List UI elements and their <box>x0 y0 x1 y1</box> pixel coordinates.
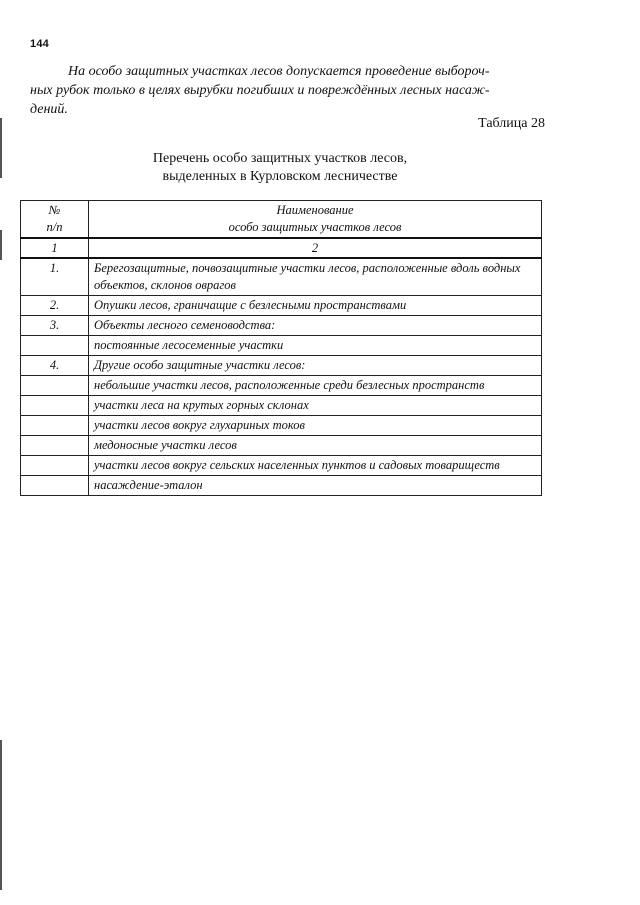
row-number: 1. <box>21 258 89 296</box>
row-name: Берегозащитные, почвозащитные участки лесов, расположенные вдоль водных объектов, склонов оврагов <box>89 258 542 296</box>
header-number-line: № <box>48 203 61 217</box>
scan-edge-mark <box>0 230 2 260</box>
table-row <box>21 436 542 456</box>
row-number <box>21 336 89 356</box>
row-number <box>21 396 89 416</box>
intro-line: ных рубок только в целях вырубки погибших и повреждённых лесных насаж- <box>30 83 490 98</box>
table-row <box>21 396 542 416</box>
caption-line: выделенных в Курловском лесничестве <box>162 169 398 184</box>
scan-edge-mark <box>0 740 2 890</box>
row-name: Объекты лесного семеноводства: <box>89 316 542 336</box>
header-number-line: п/п <box>46 220 63 234</box>
header-name <box>89 201 542 239</box>
header-name-line: особо защитных участков лесов <box>228 220 402 234</box>
row-name: участки леса на крутых горных склонах <box>89 396 542 416</box>
table-row <box>21 258 542 296</box>
row-number: 3. <box>21 316 89 336</box>
table-row <box>21 316 542 336</box>
table-row <box>21 296 542 316</box>
row-name: небольшие участки лесов, расположенные среди безлесных пространств <box>89 376 542 396</box>
page-number: 144 <box>30 38 49 50</box>
table-row <box>21 336 542 356</box>
row-name: медоносные участки лесов <box>89 436 542 456</box>
table-number: Таблица 28 <box>478 116 545 131</box>
table-row <box>21 416 542 436</box>
row-name: участки лесов вокруг сельских населенных пунктов и садовых товариществ <box>89 456 542 476</box>
intro-paragraph <box>30 62 542 119</box>
row-name: Другие особо защитные участки лесов: <box>89 356 542 376</box>
row-name: постоянные лесосеменные участки <box>89 336 542 356</box>
column-index-cell: 1 <box>21 238 89 258</box>
row-name: насаждение-эталон <box>89 476 542 496</box>
row-number: 4. <box>21 356 89 376</box>
row-number <box>21 456 89 476</box>
row-name: участки лесов вокруг глухариных токов <box>89 416 542 436</box>
table-header-row <box>21 201 542 239</box>
row-number: 2. <box>21 296 89 316</box>
protected-areas-table <box>20 200 542 496</box>
table-row <box>21 376 542 396</box>
row-number <box>21 476 89 496</box>
table-caption <box>0 150 560 186</box>
column-index-cell: 2 <box>89 238 542 258</box>
row-name: Опушки лесов, граничащие с безлесными пространствами <box>89 296 542 316</box>
header-name-line: Наименование <box>276 203 354 217</box>
row-number <box>21 376 89 396</box>
intro-line: дений. <box>30 102 68 117</box>
caption-line: Перечень особо защитных участков лесов, <box>152 151 408 166</box>
header-number <box>21 201 89 239</box>
table-row <box>21 476 542 496</box>
table-row <box>21 356 542 376</box>
row-number <box>21 436 89 456</box>
intro-line: На особо защитных участках лесов допускается проведение выбороч- <box>68 64 490 79</box>
table-row <box>21 456 542 476</box>
column-index-row <box>21 238 542 258</box>
row-number <box>21 416 89 436</box>
